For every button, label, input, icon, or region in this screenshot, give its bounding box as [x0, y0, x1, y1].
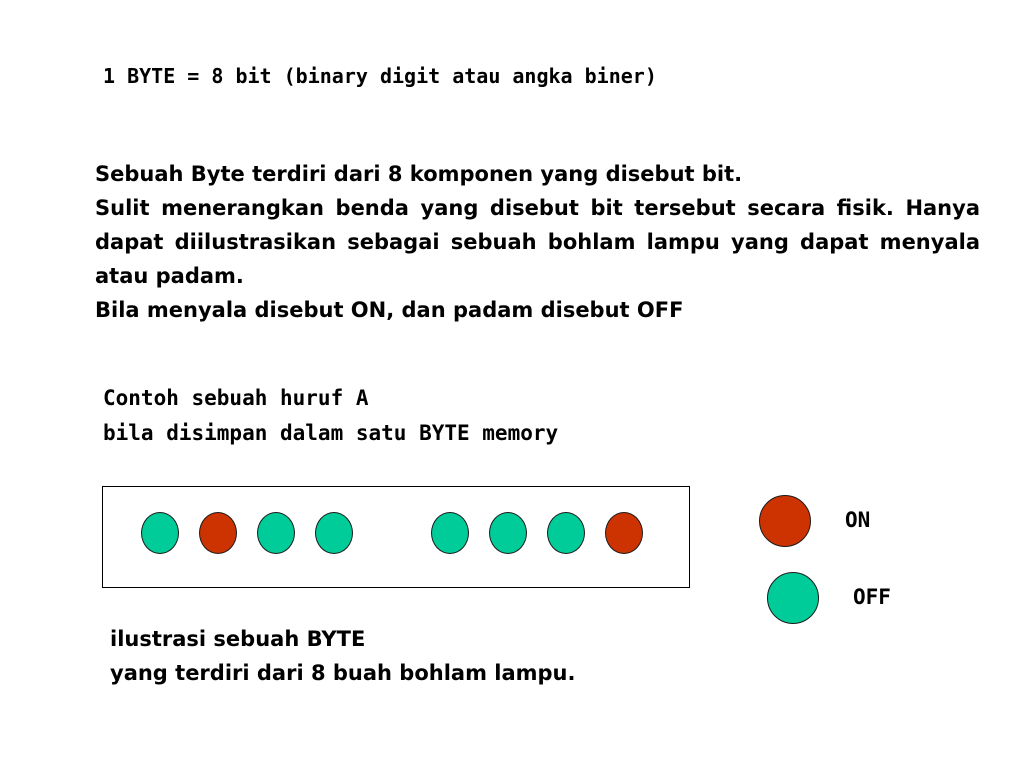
- example-line-1: Contoh sebuah huruf A: [103, 386, 369, 410]
- example-line-2: bila disimpan dalam satu BYTE memory: [103, 421, 559, 445]
- legend-off-bulb: [767, 572, 819, 624]
- bit-5-bulb-off: [431, 512, 469, 554]
- explanation-paragraph: [95, 157, 980, 327]
- legend-on-bulb: [759, 495, 811, 547]
- bit-7-bulb-off: [547, 512, 585, 554]
- paragraph-line-2: Sulit menerangkan benda yang disebut bit tersebut secara fisik. Hanya dapat diilustrasikan sebagai sebuah bohlam lampu yang dapat menyala atau padam.: [95, 196, 980, 288]
- paragraph-line-3: Bila menyala disebut ON, dan padam disebut OFF: [95, 298, 684, 322]
- page-title: 1 BYTE = 8 bit (binary digit atau angka biner): [103, 64, 657, 88]
- byte-illustration-box: [102, 486, 690, 588]
- caption-line-2: yang terdiri dari 8 buah bohlam lampu.: [110, 661, 576, 685]
- bit-2-bulb-on: [199, 512, 237, 554]
- bit-4-bulb-off: [315, 512, 353, 554]
- paragraph-line-1: Sebuah Byte terdiri dari 8 komponen yang disebut bit.: [95, 162, 743, 186]
- bit-8-bulb-on: [605, 512, 643, 554]
- bit-1-bulb-off: [141, 512, 179, 554]
- legend-off-label: OFF: [853, 585, 891, 609]
- bit-3-bulb-off: [257, 512, 295, 554]
- example-caption: [103, 381, 558, 451]
- illustration-caption: [110, 622, 575, 690]
- legend-on-label: ON: [845, 508, 871, 532]
- bit-6-bulb-off: [489, 512, 527, 554]
- caption-line-1: ilustrasi sebuah BYTE: [110, 627, 366, 651]
